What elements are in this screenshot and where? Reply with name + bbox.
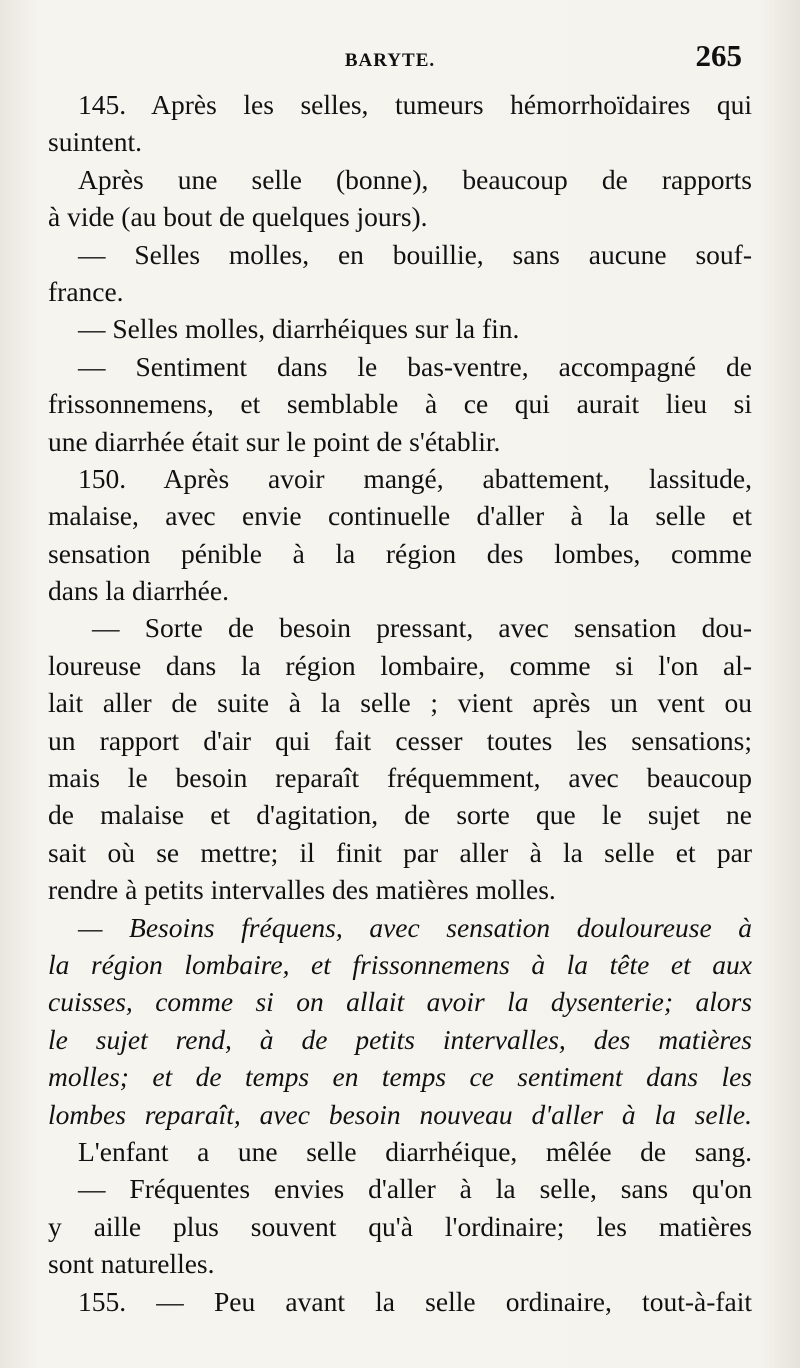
- text-line: le sujet rend, à de petits intervalles, des matières: [48, 1023, 752, 1055]
- text-line: 155. — Peu avant la selle ordinaire, tout-à-fait: [78, 1285, 752, 1317]
- text-line: un rapport d'air qui fait cesser toutes les sensations;: [48, 724, 752, 756]
- text-line: Après une selle (bonne), beaucoup de rapports: [78, 163, 752, 195]
- text-line: y aille plus souvent qu'à l'ordinaire; les matières: [48, 1210, 752, 1242]
- text-line: molles; et de temps en temps ce sentiment dans les: [48, 1061, 752, 1093]
- running-head: [0, 38, 800, 88]
- text-line: cuisses, comme si on allait avoir la dysenterie; alors: [48, 986, 752, 1018]
- text-line: sont naturelles.: [48, 1248, 215, 1280]
- text-line: mais le besoin reparaît fréquemment, avec beaucoup: [48, 762, 752, 794]
- text-line: — Fréquentes envies d'aller à la selle, sans qu'on: [78, 1173, 752, 1205]
- text-line: une diarrhée était sur le point de s'établir.: [48, 425, 501, 457]
- text-line: lombes reparaît, avec besoin nouveau d'aller à la selle.: [48, 1098, 752, 1130]
- text-line: — Besoins fréquens, avec sensation douloureuse à: [78, 911, 752, 943]
- text-line: malaise, avec envie continuelle d'aller à la selle et: [48, 500, 752, 532]
- body-text: [48, 86, 752, 1320]
- text-line: 145. Après les selles, tumeurs hémorrhoïdaires qui: [78, 89, 752, 120]
- text-line: france.: [48, 275, 124, 307]
- text-line: L'enfant a une selle diarrhéique, mêlée de sang.: [78, 1135, 752, 1167]
- text-line: — Selles molles, en bouillie, sans aucune souf-: [78, 238, 752, 270]
- text-line: dans la diarrhée.: [48, 575, 229, 607]
- text-line: lait aller de suite à la selle ; vient après un vent ou: [48, 687, 752, 719]
- text-line: rendre à petits intervalles des matières molles.: [48, 874, 556, 906]
- text-line: — Sorte de besoin pressant, avec sensation dou-: [92, 612, 752, 644]
- text-line: 150. Après avoir mangé, abattement, lassitude,: [78, 462, 752, 494]
- text-line: suintent.: [48, 126, 142, 158]
- text-line: de malaise et d'agitation, de sorte que le sujet ne: [48, 799, 752, 831]
- text-line: frissonnemens, et semblable à ce qui aurait lieu si: [48, 388, 752, 420]
- text-line: loureuse dans la région lombaire, comme si l'on al-: [48, 649, 752, 681]
- text-line: sensation pénible à la région des lombes, comme: [48, 537, 752, 569]
- text-line: — Selles molles, diarrhéiques sur la fin.: [78, 313, 520, 345]
- text-line: sait où se mettre; il finit par aller à la selle et par: [48, 836, 752, 868]
- text-line: — Sentiment dans le bas-ventre, accompagné de: [78, 350, 752, 382]
- running-title: BARYTE.: [344, 50, 436, 71]
- page-number: 265: [695, 38, 742, 73]
- text-line: à vide (au bout de quelques jours).: [48, 201, 428, 233]
- text-line: la région lombaire, et frissonnemens à la tête et aux: [48, 948, 752, 980]
